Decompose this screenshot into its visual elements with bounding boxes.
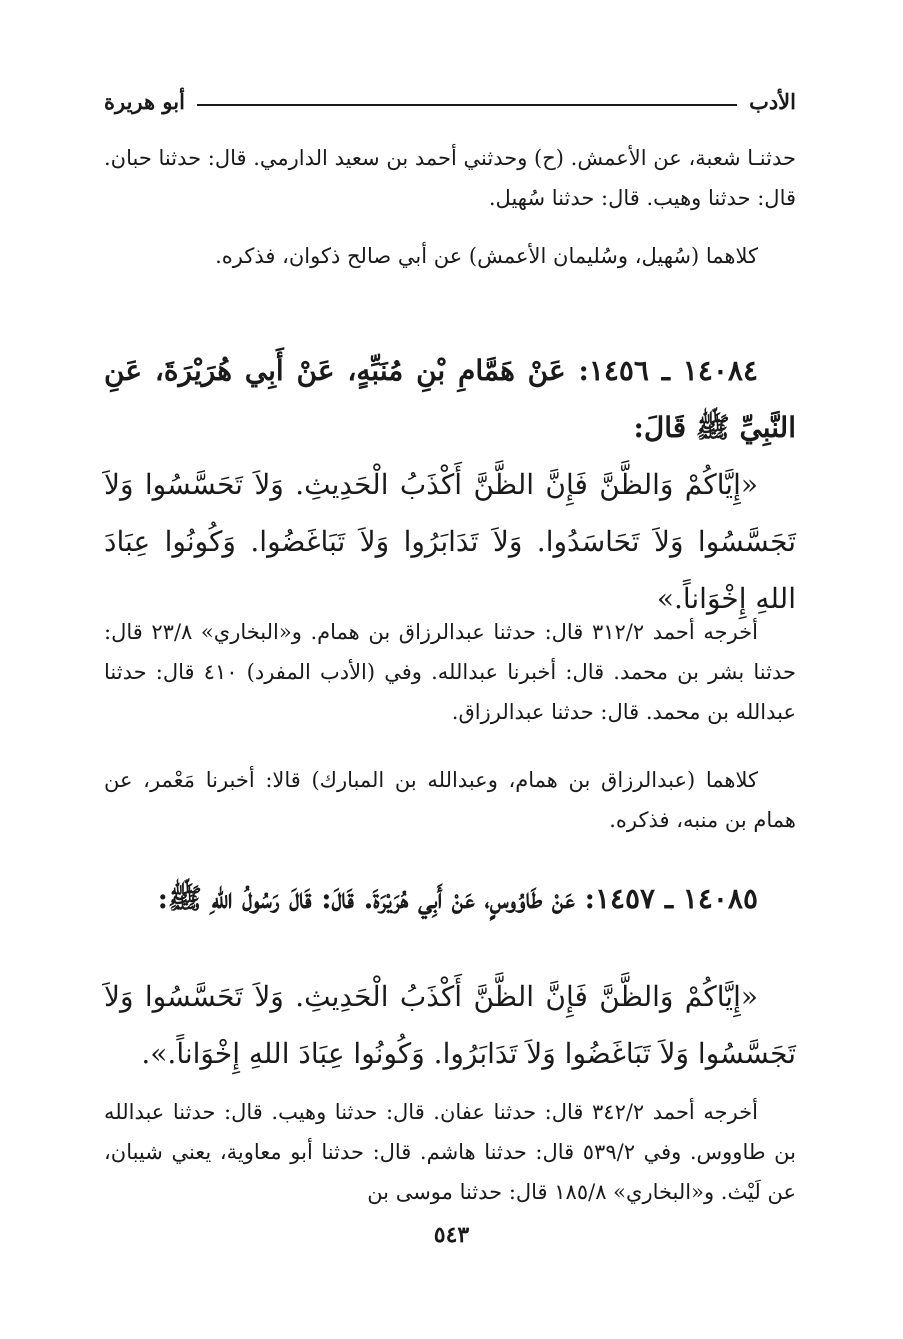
takhrij-14084: أخرجه أحمد ٣١٢/٢ قال: حدثنا عبدالرزاق بن همام. و«البخاري» ٢٣/٨ قال: حدثنا بشر بن محمد. قال: أخبرنا عبدالله. وفي (الأدب المفرد) ٤١٠ قال: حدثنا عبدالله بن محمد. قال: حدثنا عبدالرزاق.: [104, 620, 796, 724]
takhrij-14085: أخرجه أحمد ٣٤٢/٢ قال: حدثنا عفان. قال: حدثنا وهيب. قال: حدثنا عبدالله بن طاووس. وفي ٥٣٩/٢ قال: حدثنا هاشم. قال: حدثنا أبو معاوية، يعني شيبان، عن لَيْث. و«البخاري» ١٨٥/٨ قال: حدثنا موسى بن: [104, 1100, 796, 1204]
header-chapter-title: الأدب: [749, 88, 796, 114]
hadith-heading-14084: ١٤٠٨٤ ـ ١٤٥٦: عَنْ هَمَّامِ بْنِ مُنَبِّهٍ، عَنْ أَبِي هُرَيْرَةَ، عَنِ النَّبِيِّ ﷺ قَالَ:: [104, 354, 796, 444]
hadith-heading-14085: ١٤٠٨٥ ـ ١٤٥٧: عَنْ طَاوُوسٍ، عَنْ أَبِي هُرَيْرَةَ. قَالَ: قَالَ رَسُولُ اللهِ ﷺ:: [157, 882, 758, 915]
running-header: [104, 84, 796, 118]
header-narrator-name: أبو هريرة: [104, 88, 185, 114]
paragraph-summary: كلاهما (سُهيل، وسُليمان الأعمش) عن أبي صالح ذكوان، فذكره.: [215, 244, 758, 268]
page-number: ٥٤٣: [433, 1222, 470, 1248]
hadith-text-14085: «إِيَّاكُمْ وَالظَّنَّ فَإِنَّ الظَّنَّ أَكْذَبُ الْحَدِيثِ. وَلاَ تَحَسَّسُوا وَلاَ تَجَسَّسُوا وَلاَ تَبَاغَضُوا وَلاَ تَدَابَرُوا. وَكُونُوا عِبَادَ اللهِ إِخْوَاناً.».: [104, 980, 796, 1070]
header-rule: [197, 104, 737, 106]
paragraph-summary-14084: كلاهما (عبدالرزاق بن همام، وعبدالله بن المبارك) قالا: أخبرنا مَعْمر، عن همام بن منبه، فذكره.: [104, 768, 796, 832]
paragraph-chain-of-narration: حدثنـا شعبة، عن الأعمش. (ح) وحدثني أحمد بن سعيد الدارمي. قال: حدثنا حبان. قال: حدثنا وهيب. قال: حدثنا سُهيل.: [104, 146, 796, 210]
hadith-text-14084: «إِيَّاكُمْ وَالظَّنَّ فَإِنَّ الظَّنَّ أَكْذَبُ الْحَدِيثِ. وَلاَ تَحَسَّسُوا وَلاَ تَجَسَّسُوا وَلاَ تَحَاسَدُوا. وَلاَ تَدَابَرُوا وَلاَ تَبَاغَضُوا. وَكُونُوا عِبَادَ اللهِ إِخْوَاناً.»: [104, 468, 796, 615]
